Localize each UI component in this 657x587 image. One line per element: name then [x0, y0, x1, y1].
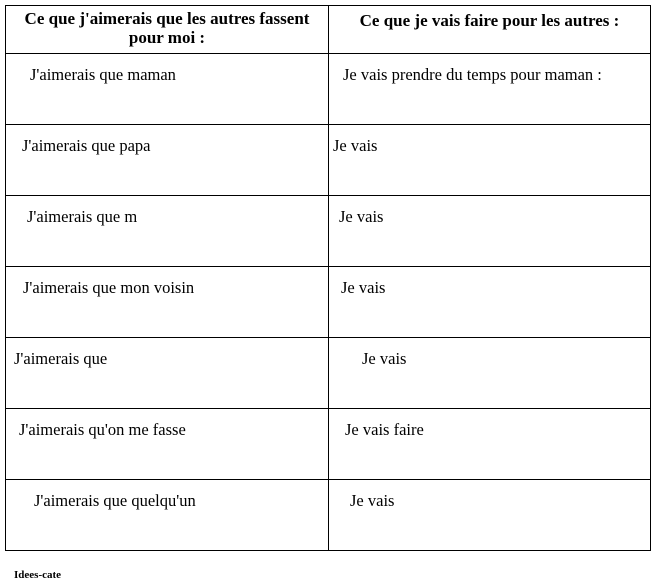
wish-text: J'aimerais que quelqu'un — [34, 491, 196, 510]
table-row — [6, 54, 651, 125]
wish-text: J'aimerais que papa — [22, 136, 151, 155]
action-text: Je vais — [350, 491, 395, 510]
action-text: Je vais faire — [345, 420, 424, 439]
wish-text: J'aimerais que m — [27, 207, 138, 226]
wish-cell[interactable] — [6, 54, 329, 125]
header-wishes: Ce que j'aimerais que les autres fassent pour moi : — [6, 6, 329, 54]
action-cell[interactable] — [329, 196, 651, 267]
table-row — [6, 125, 651, 196]
wish-cell[interactable] — [6, 196, 329, 267]
wish-cell[interactable] — [6, 338, 329, 409]
action-cell[interactable] — [329, 480, 651, 551]
table-row — [6, 267, 651, 338]
worksheet-table — [5, 5, 651, 551]
action-cell[interactable] — [329, 125, 651, 196]
action-text: Je vais — [333, 136, 378, 155]
footer-credit: Idees-cate — [14, 569, 62, 581]
wish-text: J'aimerais que maman — [30, 65, 176, 84]
table-row — [6, 409, 651, 480]
action-text: Je vais — [362, 349, 407, 368]
action-text: Je vais — [339, 207, 384, 226]
table-row — [6, 196, 651, 267]
action-text: Je vais — [341, 278, 386, 297]
wish-cell[interactable] — [6, 267, 329, 338]
wish-text: J'aimerais que mon voisin — [23, 278, 195, 297]
wish-text: J'aimerais qu'on me fasse — [19, 420, 186, 439]
action-cell[interactable] — [329, 267, 651, 338]
action-cell[interactable] — [329, 54, 651, 125]
header-row — [6, 6, 651, 54]
action-cell[interactable] — [329, 409, 651, 480]
table-row — [6, 338, 651, 409]
wish-cell[interactable] — [6, 480, 329, 551]
wish-cell[interactable] — [6, 125, 329, 196]
action-cell[interactable] — [329, 338, 651, 409]
action-text: Je vais prendre du temps pour maman : — [343, 65, 602, 84]
table-row — [6, 480, 651, 551]
header-actions: Ce que je vais faire pour les autres : — [329, 6, 651, 54]
wish-cell[interactable] — [6, 409, 329, 480]
wish-text: J'aimerais que — [14, 349, 108, 368]
